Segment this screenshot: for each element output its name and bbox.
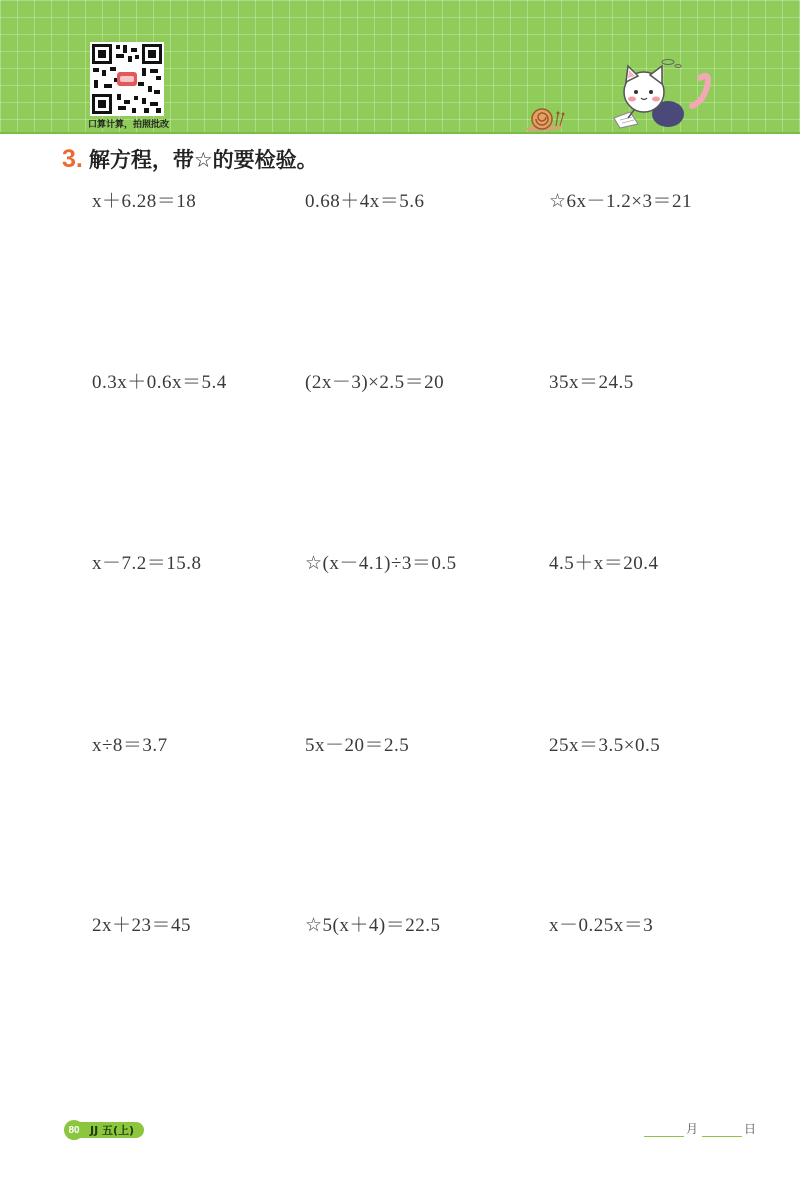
header-banner (0, 0, 800, 134)
page-number: 80 (64, 1120, 84, 1140)
equation: 35x＝24.5 (549, 372, 634, 393)
snail-illustration (524, 100, 568, 132)
equation: x－0.25x＝3 (549, 915, 654, 936)
equation: ☆(x－4.1)÷3＝0.5 (305, 553, 457, 574)
equation: ☆5(x＋4)＝22.5 (305, 915, 441, 936)
equation: 4.5＋x＝20.4 (549, 553, 659, 574)
cat-illustration (606, 56, 716, 132)
equation: x÷8＝3.7 (92, 735, 168, 756)
equation: ☆6x－1.2×3＝21 (549, 191, 692, 212)
day-blank[interactable] (702, 1122, 742, 1137)
equation: x＋6.28＝18 (92, 191, 197, 212)
qr-code[interactable] (90, 42, 164, 116)
equation: 0.68＋4x＝5.6 (305, 191, 425, 212)
month-label: 月 (686, 1122, 699, 1136)
equation: 25x＝3.5×0.5 (549, 735, 661, 756)
equation: x－7.2＝15.8 (92, 553, 202, 574)
qr-caption: 口算计算，拍照批改 (88, 120, 170, 130)
date-fill-in (644, 1120, 760, 1137)
question-instruction: 解方程，带☆的要检验。 (88, 148, 318, 172)
day-label: 日 (744, 1122, 757, 1136)
question-heading (62, 144, 318, 174)
grade-tag: JJ 五(上) (80, 1122, 144, 1138)
month-blank[interactable] (644, 1122, 684, 1137)
equation: 2x＋23＝45 (92, 915, 192, 936)
equation: (2x－3)×2.5＝20 (305, 372, 445, 393)
equation: 5x－20＝2.5 (305, 735, 410, 756)
page-badge (64, 1121, 144, 1139)
equation: 0.3x＋0.6x＝5.4 (92, 372, 227, 393)
question-number: 3. (62, 145, 83, 173)
